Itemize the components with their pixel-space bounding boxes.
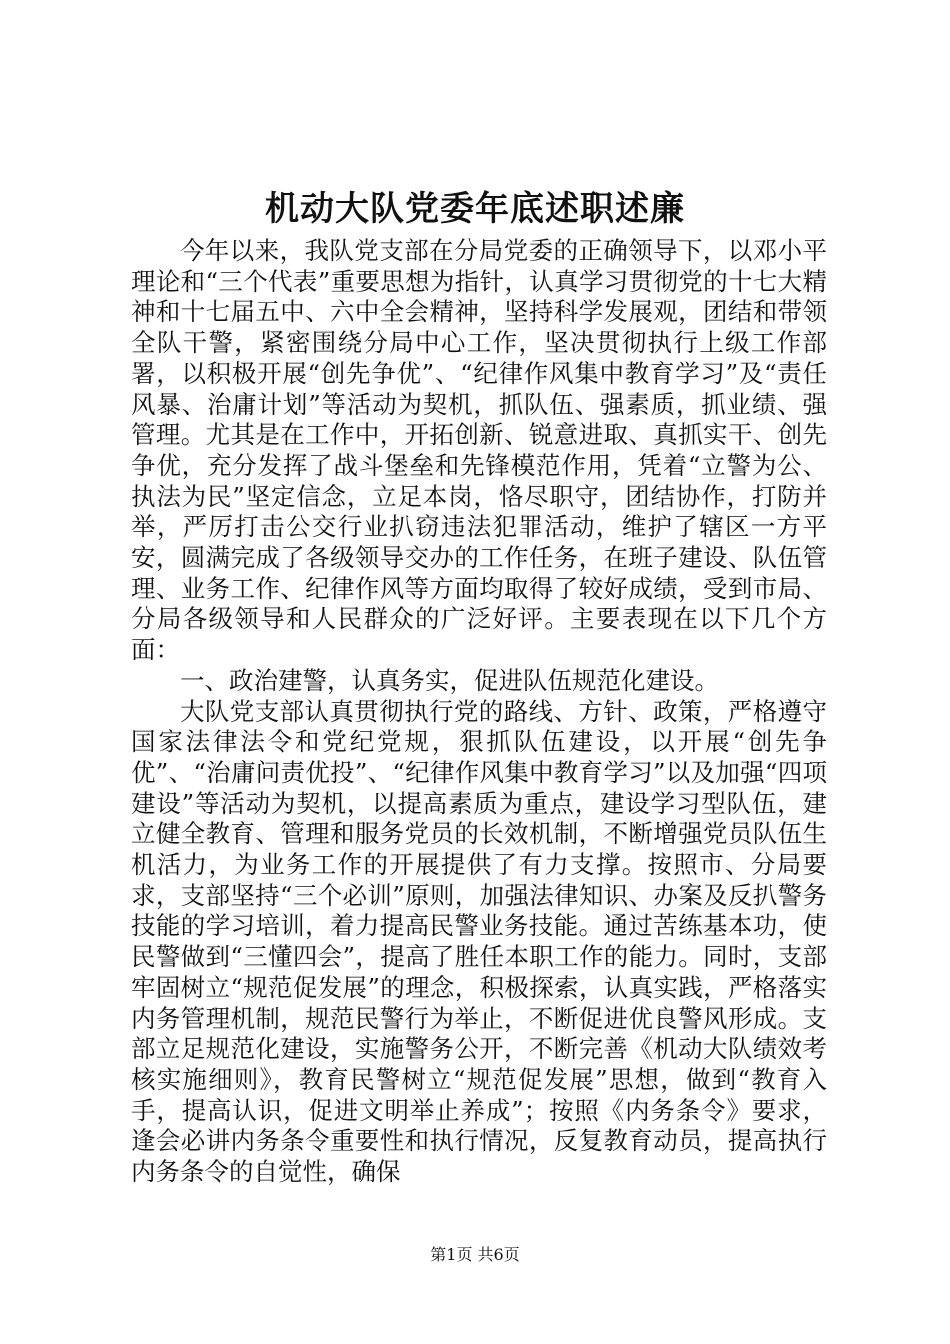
section-paragraph: 大队党支部认真贯彻执行党的路线、方针、政策，严格遵守国家法律法令和党纪党规，狠抓队伍建设，以开展“创先争优”、“治庸问责优投”、“纪律作风集中教育学习”以及加强“四项建设”等活动为契机，以提高素质为重点，建设学习型队伍，建立健全教育、管理和服务党员的长效机制，不断增强党员队伍生机活力，为业务工作的开展提供了有力支撑。按照市、分局要求，支部坚持“三个必训”原则，加强法律知识、办案及反扒警务技能的学习培训，着力提高民警业务技能。通过苦练基本功，使民警做到“三懂四会”，提高了胜任本职工作的能力。同时，支部牢固树立“规范促发展”的理念，积极探索，认真实践，严格落实内务管理机制，规范民警行为举止，不断促进优良警风形成。支部立足规范化建设，实施警务公开，不断完善《机动大队绩效考核实施细则》，教育民警树立“规范促发展”思想，做到“教育入手，提高认识，促进文明举止养成”；按照《内务条令》要求，逢会必讲内务条令重要性和执行情况，反复教育动员，提高执行内务条令的自觉性，确保	[131, 696, 827, 1187]
intro-paragraph: 今年以来，我队党支部在分局党委的正确领导下，以邓小平理论和“三个代表”重要思想为指针，认真学习贯彻党的十七大精神和十七届五中、六中全会精神，坚持科学发展观，团结和带领全队干警，紧密围绕分局中心工作，坚决贯彻执行上级工作部署，以积极开展“创先争优”、“纪律作风集中教育学习”及“责任风暴、治庸计划”等活动为契机，抓队伍、强素质，抓业绩、强管理。尤其是在工作中，开拓创新、锐意进取、真抓实干、创先争优，充分发挥了战斗堡垒和先锋模范作用，凭着“立警为公、执法为民”坚定信念，立足本岗，恪尽职守，团结协作，打防并举，严厉打击公交行业扒窃违法犯罪活动，维护了辖区一方平安，圆满完成了各级领导交办的工作任务，在班子建设、队伍管理、业务工作、纪律作风等方面均取得了较好成绩，受到市局、分局各级领导和人民群众的广泛好评。主要表现在以下几个方面：	[131, 236, 827, 665]
page-number-footer: 第1页 共6页	[430, 1245, 520, 1264]
section-heading: 一、政治建警，认真务实，促进队伍规范化建设。	[180, 665, 719, 695]
document-body	[131, 236, 827, 1188]
document-title: 机动大队党委年底述职述廉	[265, 189, 685, 229]
